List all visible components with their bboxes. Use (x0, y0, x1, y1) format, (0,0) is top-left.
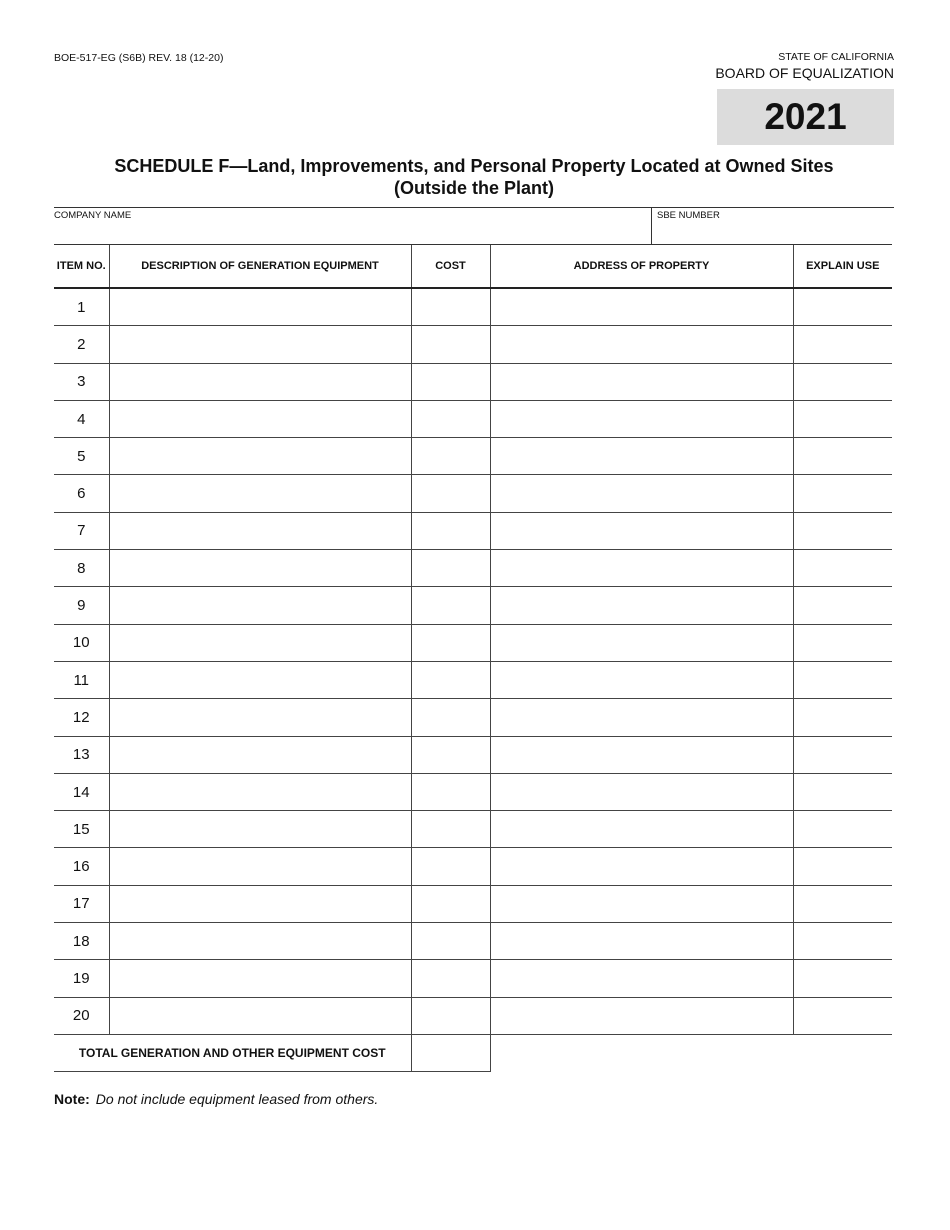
explain-use-cell[interactable] (793, 699, 892, 736)
table-row (54, 736, 892, 773)
table-row (54, 288, 892, 326)
item-number-cell: 13 (54, 736, 109, 773)
board-label: BOARD OF EQUALIZATION (715, 65, 894, 81)
sbe-number-input[interactable] (657, 222, 891, 244)
table-row (54, 923, 892, 960)
total-label: TOTAL GENERATION AND OTHER EQUIPMENT COST (54, 1034, 411, 1071)
explain-use-cell[interactable] (793, 885, 892, 922)
cost-cell[interactable] (411, 400, 490, 437)
column-header-item-no: ITEM NO. (54, 245, 109, 289)
equipment-table (54, 244, 892, 1072)
cost-cell[interactable] (411, 773, 490, 810)
table-row (54, 811, 892, 848)
address-cell[interactable] (490, 736, 793, 773)
address-cell[interactable] (490, 438, 793, 475)
table-row (54, 997, 892, 1034)
explain-use-cell[interactable] (793, 624, 892, 661)
address-cell[interactable] (490, 363, 793, 400)
table-header-row (54, 245, 892, 289)
table-row (54, 400, 892, 437)
explain-use-cell[interactable] (793, 587, 892, 624)
explain-use-cell[interactable] (793, 773, 892, 810)
note (54, 1091, 378, 1107)
column-header-description: DESCRIPTION OF GENERATION EQUIPMENT (109, 245, 411, 289)
table-row (54, 699, 892, 736)
header-fields (54, 207, 894, 245)
table-row (54, 773, 892, 810)
table-row (54, 587, 892, 624)
address-cell[interactable] (490, 960, 793, 997)
table-row (54, 326, 892, 363)
note-label: Note: (54, 1091, 90, 1107)
cost-cell[interactable] (411, 363, 490, 400)
item-number-cell: 6 (54, 475, 109, 512)
address-cell[interactable] (490, 923, 793, 960)
schedule-title-line2: (Outside the Plant) (393, 178, 554, 198)
company-name-input[interactable] (54, 222, 648, 244)
sbe-number-box (651, 208, 895, 245)
item-number-cell: 8 (54, 550, 109, 587)
explain-use-cell[interactable] (793, 811, 892, 848)
description-cell[interactable] (109, 923, 411, 960)
total-cost-cell[interactable] (411, 1034, 490, 1071)
address-cell[interactable] (490, 587, 793, 624)
address-cell[interactable] (490, 550, 793, 587)
explain-use-cell[interactable] (793, 475, 892, 512)
column-header-address: ADDRESS OF PROPERTY (490, 245, 793, 289)
company-name-label: COMPANY NAME (54, 210, 132, 221)
item-number-cell: 7 (54, 512, 109, 549)
item-number-cell: 10 (54, 624, 109, 661)
note-text: Do not include equipment leased from others. (95, 1091, 379, 1107)
table-row (54, 624, 892, 661)
table-row (54, 438, 892, 475)
item-number-cell: 18 (54, 923, 109, 960)
column-header-cost: COST (411, 245, 490, 289)
cost-cell[interactable] (411, 438, 490, 475)
description-cell[interactable] (109, 997, 411, 1034)
address-cell[interactable] (490, 400, 793, 437)
explain-use-cell[interactable] (793, 363, 892, 400)
explain-use-cell[interactable] (793, 326, 892, 363)
total-blank (490, 1034, 892, 1071)
description-cell[interactable] (109, 475, 411, 512)
item-number-cell: 1 (54, 288, 109, 326)
address-cell[interactable] (490, 699, 793, 736)
cost-cell[interactable] (411, 512, 490, 549)
cost-cell[interactable] (411, 661, 490, 698)
cost-cell[interactable] (411, 550, 490, 587)
item-number-cell: 2 (54, 326, 109, 363)
explain-use-cell[interactable] (793, 997, 892, 1034)
description-cell[interactable] (109, 960, 411, 997)
address-cell[interactable] (490, 885, 793, 922)
address-cell[interactable] (490, 997, 793, 1034)
explain-use-cell[interactable] (793, 960, 892, 997)
explain-use-cell[interactable] (793, 661, 892, 698)
description-cell[interactable] (109, 736, 411, 773)
cost-cell[interactable] (411, 885, 490, 922)
address-cell[interactable] (490, 661, 793, 698)
cost-cell[interactable] (411, 736, 490, 773)
column-header-explain-use: EXPLAIN USE (793, 245, 892, 289)
item-number-cell: 5 (54, 438, 109, 475)
cost-cell[interactable] (411, 326, 490, 363)
table-row (54, 848, 892, 885)
description-cell[interactable] (109, 773, 411, 810)
cost-cell[interactable] (411, 699, 490, 736)
cost-cell[interactable] (411, 624, 490, 661)
total-row (54, 1034, 892, 1071)
table-row (54, 550, 892, 587)
cost-cell[interactable] (411, 997, 490, 1034)
description-cell[interactable] (109, 699, 411, 736)
cost-cell[interactable] (411, 288, 490, 326)
item-number-cell: 15 (54, 811, 109, 848)
table-row (54, 661, 892, 698)
description-cell[interactable] (109, 326, 411, 363)
table-row (54, 885, 892, 922)
explain-use-cell[interactable] (793, 288, 892, 326)
table-row (54, 960, 892, 997)
sbe-number-label: SBE NUMBER (657, 210, 720, 221)
address-cell[interactable] (490, 475, 793, 512)
description-cell[interactable] (109, 885, 411, 922)
description-cell[interactable] (109, 363, 411, 400)
description-cell[interactable] (109, 811, 411, 848)
address-cell[interactable] (490, 288, 793, 326)
item-number-cell: 17 (54, 885, 109, 922)
year-badge (717, 89, 894, 145)
description-cell[interactable] (109, 512, 411, 549)
description-cell[interactable] (109, 438, 411, 475)
table-row (54, 475, 892, 512)
address-cell[interactable] (490, 326, 793, 363)
form-id: BOE-517-EG (S6B) REV. 18 (12-20) (54, 52, 224, 64)
explain-use-cell[interactable] (793, 512, 892, 549)
item-number-cell: 16 (54, 848, 109, 885)
description-cell[interactable] (109, 661, 411, 698)
item-number-cell: 19 (54, 960, 109, 997)
state-label: STATE OF CALIFORNIA (778, 51, 894, 63)
description-cell[interactable] (109, 587, 411, 624)
cost-cell[interactable] (411, 960, 490, 997)
item-number-cell: 3 (54, 363, 109, 400)
description-cell[interactable] (109, 848, 411, 885)
cost-cell[interactable] (411, 848, 490, 885)
item-number-cell: 20 (54, 997, 109, 1034)
explain-use-cell[interactable] (793, 550, 892, 587)
address-cell[interactable] (490, 624, 793, 661)
cost-cell[interactable] (411, 923, 490, 960)
item-number-cell: 4 (54, 400, 109, 437)
cost-cell[interactable] (411, 811, 490, 848)
item-number-cell: 12 (54, 699, 109, 736)
explain-use-cell[interactable] (793, 923, 892, 960)
item-number-cell: 14 (54, 773, 109, 810)
address-cell[interactable] (490, 811, 793, 848)
explain-use-cell[interactable] (793, 400, 892, 437)
address-cell[interactable] (490, 848, 793, 885)
description-cell[interactable] (109, 288, 411, 326)
address-cell[interactable] (490, 512, 793, 549)
address-cell[interactable] (490, 773, 793, 810)
year-text: 2021 (764, 96, 847, 137)
cost-cell[interactable] (411, 475, 490, 512)
explain-use-cell[interactable] (793, 438, 892, 475)
description-cell[interactable] (109, 624, 411, 661)
explain-use-cell[interactable] (793, 736, 892, 773)
schedule-title-line1: SCHEDULE F—Land, Improvements, and Personal Property Located at Owned Sites (114, 156, 834, 176)
item-number-cell: 11 (54, 661, 109, 698)
description-cell[interactable] (109, 550, 411, 587)
explain-use-cell[interactable] (793, 848, 892, 885)
cost-cell[interactable] (411, 587, 490, 624)
item-number-cell: 9 (54, 587, 109, 624)
schedule-title (54, 155, 894, 199)
table-row (54, 363, 892, 400)
table-row (54, 512, 892, 549)
description-cell[interactable] (109, 400, 411, 437)
